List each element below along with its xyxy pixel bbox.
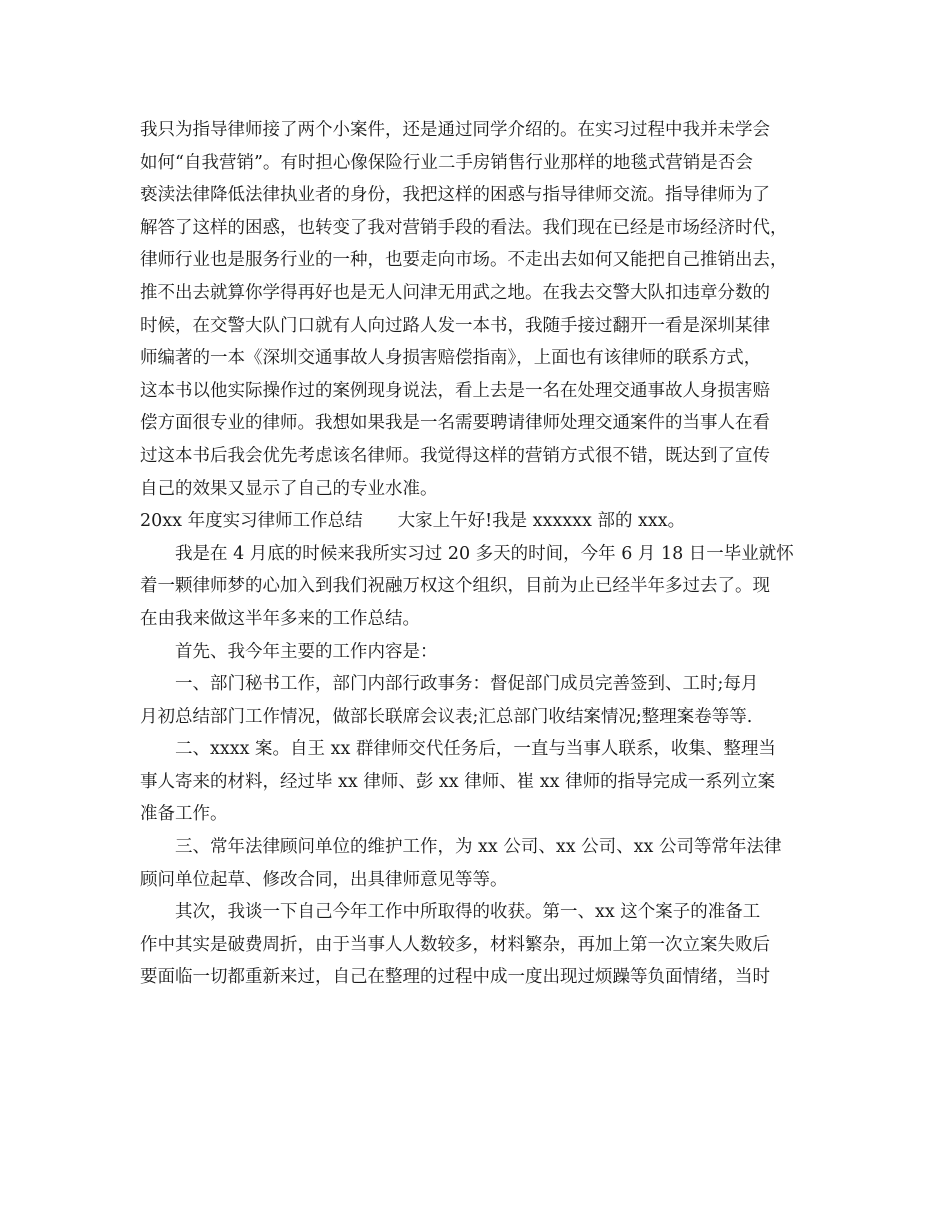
text-line: 二、xxxx 案。自王 xx 群律师交代任务后，一直与当事人联系，收集、整理当: [175, 739, 776, 760]
text-line: 其次，我谈一下自己今年工作中所取得的收获。第一、xx 这个案子的准备工: [175, 902, 761, 923]
text-line: 事人寄来的材料，经过毕 xx 律师、彭 xx 律师、崔 xx 律师的指导完成一系列立案: [140, 771, 776, 792]
text-line: 过这本书后我会优先考虑该名律师。我觉得这样的营销方式很不错，既达到了宣传: [140, 445, 770, 466]
section-title-line: 20xx 年度实习律师工作总结 大家上午好!我是 xxxxxx 部的 xxx。: [140, 511, 686, 532]
document-body: [140, 114, 820, 994]
text-line: 亵渎法律降低法律执业者的身份，我把这样的困惑与指导律师交流。指导律师为了: [140, 185, 770, 206]
text-line: 首先、我今年主要的工作内容是：: [175, 641, 438, 662]
text-line: 偿方面很专业的律师。我想如果我是一名需要聘请律师处理交通案件的当事人在看: [140, 413, 770, 434]
text-line: 我是在 4 月底的时候来我所实习过 20 多天的时间，今年 6 月 18 日一毕业就怀: [175, 543, 794, 564]
text-line: 在由我来做这半年多来的工作总结。: [140, 608, 420, 629]
text-line: 月初总结部门工作情况，做部长联席会议表;汇总部门收结案情况;整理案卷等等.: [140, 706, 753, 727]
text-line: 如何“自我营销”。有时担心像保险行业二手房销售行业那样的地毯式营销是否会: [140, 152, 753, 173]
text-line: 顾问单位起草、修改合同，出具律师意见等等。: [140, 869, 508, 890]
text-line: 律师行业也是服务行业的一种，也要走向市场。不走出去如何又能把自己推销出去，: [140, 250, 788, 271]
text-line: 要面临一切都重新来过，自己在整理的过程中成一度出现过烦躁等负面情绪，当时: [140, 967, 770, 988]
text-line: 准备工作。: [140, 804, 228, 825]
text-line: 作中其实是破费周折，由于当事人人数较多，材料繁杂，再加上第一次立案失败后: [140, 934, 770, 955]
text-line: 一、部门秘书工作，部门内部行政事务：督促部门成员完善签到、工时;每月: [175, 674, 759, 695]
text-line: 自己的效果又显示了自己的专业水准。: [140, 478, 438, 499]
text-line: 三、常年法律顾问单位的维护工作，为 xx 公司、xx 公司、xx 公司等常年法律: [175, 837, 782, 858]
text-line: 时候，在交警大队门口就有人向过路人发一本书，我随手接过翻开一看是深圳某律: [140, 315, 770, 336]
text-line: 推不出去就算你学得再好也是无人问津无用武之地。在我去交警大队扣违章分数的: [140, 282, 770, 303]
text-line: 着一颗律师梦的心加入到我们祝融万权这个组织，目前为止已经半年多过去了。现: [140, 576, 770, 597]
text-line: 师编著的一本《深圳交通事故人身损害赔偿指南》，上面也有该律师的联系方式，: [140, 348, 762, 369]
text-line: 我只为指导律师接了两个小案件，还是通过同学介绍的。在实习过程中我并未学会: [140, 120, 770, 140]
text-line: 解答了这样的困惑，也转变了我对营销手段的看法。我们现在已经是市场经济时代，: [140, 217, 788, 238]
text-line: 这本书以他实际操作过的案例现身说法，看上去是一名在处理交通事故人身损害赔: [140, 380, 770, 401]
